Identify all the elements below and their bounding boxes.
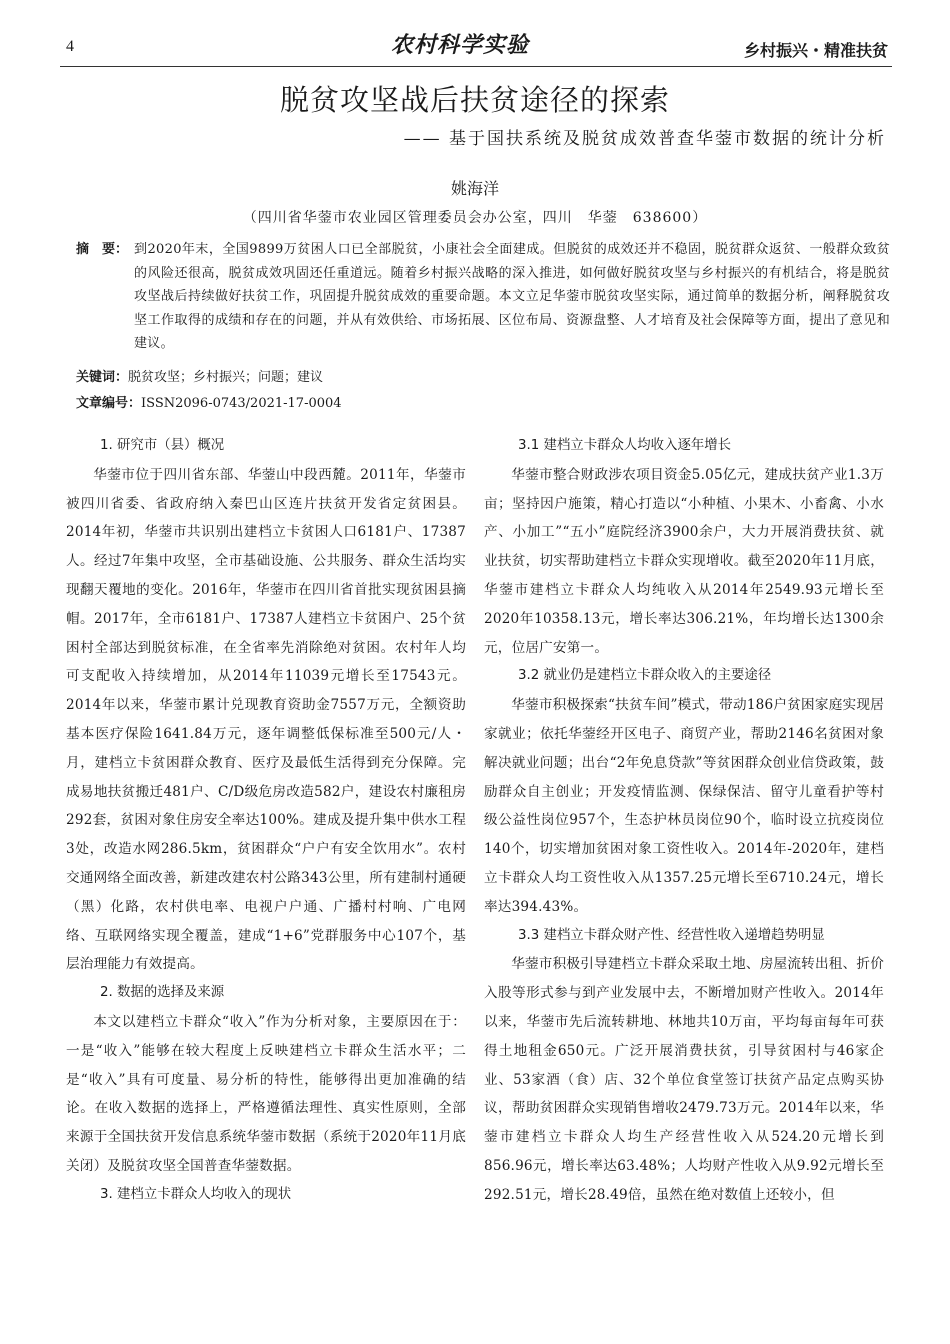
right-column: [484, 432, 884, 1210]
section-heading-3-1: 3.1 建档立卡群众人均收入逐年增长: [518, 438, 732, 453]
left-column: [66, 432, 466, 1210]
author-name: 姚海洋: [450, 179, 499, 198]
section-heading-1: 1. 研究市（县）概况: [100, 438, 225, 453]
section-heading-3: 3. 建档立卡群众人均收入的现状: [100, 1186, 292, 1202]
keywords-label: 关键词：: [76, 370, 129, 385]
section-3-3-paragraph: 华蓥市积极引导建档立卡群众采取土地、房屋流转出租、折价入股等形式参与到产业发展中去，不断增加财产性收入。2014年以来，华蓥市先后流转耕地、林地共10万亩，平均每亩每年可获得土地租金650元。广泛开展消费扶贫，引导贫困村与46家企业、53家酒（食）店、32个单位食堂签订扶贫产品定点购买协议，帮助贫困群众实现销售增收2479.73万元。2014年以来，华蓥市建档立卡群众人均生产经营性收入从524.20元增长到856.96元，增长率达63.48%；人均财产性收入从9.92元增长至292.51元，增长28.49倍，虽然在绝对数值上还较小，但: [484, 956, 884, 1203]
section-heading-3-2: 3.2 就业仍是建档立卡群众收入的主要途径: [518, 668, 772, 684]
article-title: 脱贫攻坚战后扶贫途径的探索: [279, 83, 670, 117]
keywords-line: [76, 366, 323, 385]
column-name: 乡村振兴・精准扶贫: [743, 41, 888, 60]
abstract-text: 到2020年末，全国9899万贫困人口已全部脱贫，小康社会全面建成。但脱贫的成效还并不稳固，脱贫群众返贫、一般群众致贫的风险还很高，脱贫成效巩固还任重道远。随着乡村振兴战略的深入推进，如何做好脱贫攻坚与乡村振兴的有机结合，将是脱贫攻坚战后持续做好扶贫工作，巩固提升脱贫成效的重要命题。本文立足华蓥市脱贫攻坚实际，通过简单的数据分析，阐释脱贫攻坚工作取得的成绩和存在的问题，并从有效供给、市场拓展、区位布局、资源盘整、人才培育及社会保障等方面，提出了意见和建议。: [134, 242, 890, 351]
section-3-2-paragraph: 华蓥市积极探索“扶贫车间”模式，带动186户贫困家庭实现居家就业；依托华蓥经开区电子、商贸产业，帮助2146名贫困对象解决就业问题；出台“2年免息贷款”等贫困群众创业信贷政策，鼓励群众自主创业；开发疫情监测、保绿保洁、留守儿童看护等村级公益性岗位957个，生态护林员岗位90个，临时设立抗疫岗位140个，切实增加贫困对象工资性收入。2014年-2020年，建档立卡群众人均工资性收入从1357.25元增长至6710.24元，增长率达394.43%。: [484, 697, 884, 915]
section-2-paragraph: 本文以建档立卡群众“收入”作为分析对象，主要原因在于：一是“收入”能够在较大程度上反映建档立卡群众生活水平；二是“收入”具有可度量、易分析的特性，能够得出更加准确的结论。在收入数据的选择上，严格遵循法理性、真实性原则，全部来源于全国扶贫开发信息系统华蓥市数据（系统于2020年11月底关闭）及脱贫攻坚全国普查华蓥数据。: [66, 1013, 466, 1174]
journal-name: 农村科学实验: [390, 32, 529, 58]
section-heading-2: 2. 数据的选择及来源: [100, 985, 225, 1001]
article-id-label: 文章编号：: [76, 396, 142, 411]
header-divider: [60, 66, 892, 67]
page-number: 4: [66, 38, 74, 55]
article-id-text: ISSN2096-0743/2021-17-0004: [141, 396, 342, 411]
article-id-line: [76, 392, 342, 411]
abstract-block: [76, 238, 890, 356]
author-affiliation: （四川省华蓥市农业园区管理委员会办公室，四川 华蓥 638600）: [242, 210, 708, 226]
section-heading-3-3: 3.3 建档立卡群众财产性、经营性收入递增趋势明显: [518, 927, 825, 943]
article-subtitle: —— 基于国扶系统及脱贫成效普查华蓥市数据的统计分析: [403, 129, 886, 149]
section-1-paragraph: 华蓥市位于四川省东部、华蓥山中段西麓。2011年，华蓥市被四川省委、省政府纳入秦巴山区连片扶贫开发省定贫困县。2014年初，华蓥市共识别出建档立卡贫困人口6181户、17387人。经过7年集中攻坚，全市基础设施、公共服务、群众生活均实现翻天覆地的变化。2016年，华蓥市在四川省首批实现贫困县摘帽。2017年，全市6181户、17387人建档立卡贫困户、25个贫困村全部达到脱贫标准，在全省率先消除绝对贫困。农村年人均可支配收入持续增加，从2014年11039元增长至17543元。2014年以来，华蓥市累计兑现教育资助金7557万元，全额资助基本医疗保险1641.84万元，逐年调整低保标准至500元/人・月，建档立卡贫困群众教育、医疗及最低生活得到充分保障。完成易地扶贫搬迁481户、C/D级危房改造582户，建设农村廉租房292套，贫困对象住房安全率达100%。建成及提升集中供水工程3处，改造水网286.5km，贫困群众“户户有安全饮用水”。农村交通网络全面改善，新建改建农村公路343公里，所有建制村通硬（黑）化路，农村供电率、电视户户通、广播村村响、广电网络、互联网络实现全覆盖，建成“1+6”党群服务中心107个，基层治理能力有效提高。: [66, 466, 466, 973]
keywords-text: 脱贫攻坚；乡村振兴；问题；建议: [128, 370, 324, 385]
abstract-label: 摘 要：: [76, 242, 129, 257]
section-3-1-paragraph: 华蓥市整合财政涉农项目资金5.05亿元，建成扶贫产业1.3万亩；坚持因户施策，精心打造以“小种植、小果木、小畜禽、小水产、小加工”“五小”庭院经济3900余户，大力开展消费扶贫、就业扶贫，切实帮助建档立卡群众实现增收。截至2020年11月底，华蓥市建档立卡群众人均纯收入从2014年2549.93元增长至2020年10358.13元，增长率达306.21%，年均增长达1300余元，位居广安第一。: [484, 466, 884, 656]
